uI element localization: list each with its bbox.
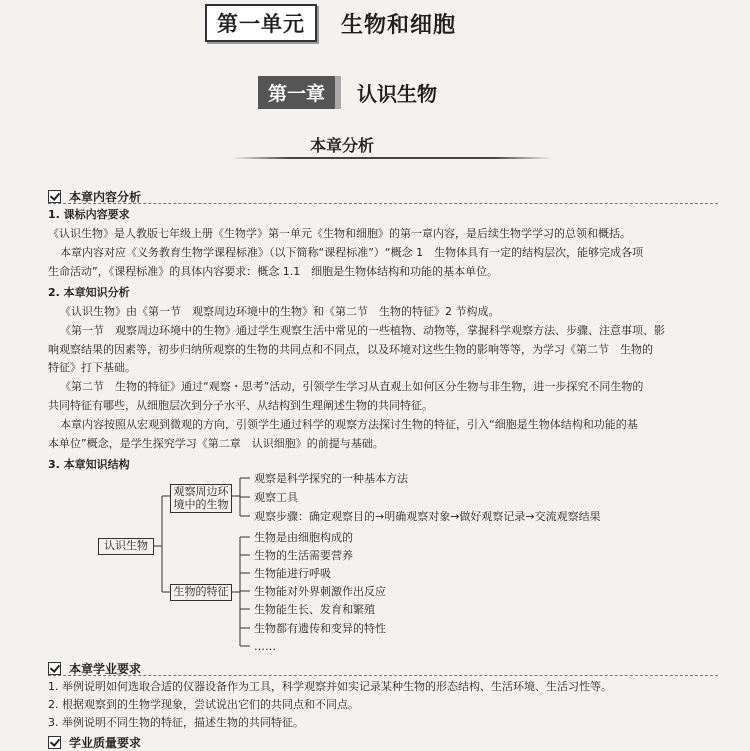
paragraph-4-line-1: 《第一节 观察周边环境中的生物》通过学生观察生活中常见的一些植物、动物等，掌握科学观察方法、步骤、注意事项、影 (60, 324, 665, 337)
section-quality-requirements-heading (48, 734, 141, 750)
chapter-label: 第一章 (258, 76, 341, 109)
unit-banner (205, 6, 535, 40)
section-content-analysis-heading (48, 188, 141, 204)
diagram-leaf: 观察是科学探究的一种基本方法 (254, 472, 408, 485)
diagram-leaf: …… (254, 640, 276, 653)
paragraph-5-line-2: 共同特征有哪些，从细胞层次到分子水平、从结构到生理阐述生物的共同特征。 (48, 399, 433, 412)
checkbox-icon (48, 662, 61, 675)
section-academic-requirements-heading (48, 660, 141, 676)
paragraph-4-line-3: 特征》打下基础。 (48, 361, 136, 374)
diagram-branch-features-node: 生物的特征 (170, 584, 232, 601)
analysis-title: 本章分析 (310, 136, 375, 155)
paragraph-2-line-2: 生命活动”，《课程标准》的具体内容要求：概念 1.1 细胞是生物体结构和功能的基本单位。 (48, 265, 499, 278)
analysis-divider (232, 157, 552, 159)
unit-title: 生物和细胞 (341, 12, 457, 38)
branch-label-line-1: 观察周边环 (173, 485, 229, 498)
diagram-leaf: 生物的生活需要营养 (254, 549, 353, 562)
sub-heading-3: 3. 本章知识结构 (48, 458, 130, 471)
requirement-item-3: 3. 举例说明不同生物的特征，描述生物的共同特征。 (48, 716, 304, 729)
section-divider (48, 675, 718, 677)
section-heading-text: 本章内容分析 (69, 189, 142, 204)
paragraph-3: 《认识生物》由《第一节 观察周边环境中的生物》和《第二节 生物的特征》2 节构成。 (60, 305, 500, 318)
diagram-leaf: 生物都有遗传和变异的特性 (254, 622, 386, 635)
diagram-leaf: 生物是由细胞构成的 (254, 531, 353, 544)
chapter-title: 认识生物 (357, 81, 438, 106)
diagram-leaf: 观察步骤：确定观察目的→明确观察对象→做好观察记录→交流观察结果 (254, 510, 601, 523)
chapter-heading (258, 76, 437, 108)
unit-label: 第一单元 (205, 4, 317, 42)
diagram-leaf: 生物能进行呼吸 (254, 567, 331, 580)
paragraph-1: 《认识生物》是人教版七年级上册《生物学》第一单元《生物和细胞》的第一章内容，是后续生物学学习的总领和概括。 (48, 227, 631, 240)
requirement-item-2: 2. 根据观察到的生物学现象，尝试说出它们的共同点和不同点。 (48, 698, 359, 711)
paragraph-4-line-2: 响观察结果的因素等，初步归纳所观察的生物的共同点和不同点，以及环境对这些生物的影响等等，为学习《第二节 生物的 (48, 343, 653, 356)
diagram-leaf: 生物能生长、发育和繁殖 (254, 603, 375, 616)
section-heading-text: 本章学业要求 (69, 661, 142, 676)
paragraph-2-line-1: 本章内容对应《义务教育生物学课程标准》（以下简称“课程标准”）“概念 1 生物体具有一定的结构层次，能够完成各项 (60, 246, 644, 259)
section-divider (48, 203, 718, 205)
paragraph-6-line-2: 本单位”概念，是学生探究学习《第二章 认识细胞》的前提与基础。 (48, 437, 384, 450)
diagram-leaf: 观察工具 (254, 491, 298, 504)
paragraph-5-line-1: 《第二节 生物的特征》通过“观察・思考”活动，引领学生学习从直观上如何区分生物与非生物，进一步探究不同生物的 (60, 380, 644, 393)
section-heading-text: 学业质量要求 (69, 735, 142, 750)
checkbox-icon (48, 736, 61, 749)
diagram-branch-observe-node (170, 484, 232, 513)
sub-heading-1: 1. 课标内容要求 (48, 208, 130, 221)
diagram-root-node: 认识生物 (98, 538, 154, 555)
requirement-item-1: 1. 举例说明如何选取合适的仪器设备作为工具，科学观察并如实记录某种生物的形态结构、生活环境、生活习性等。 (48, 680, 612, 693)
branch-label-line-2: 境中的生物 (173, 498, 229, 511)
paragraph-6-line-1: 本章内容按照从宏观到微观的方向，引领学生通过科学的观察方法探讨生物的特征，引入“细胞是生物体结构和功能的基 (60, 418, 638, 431)
checkbox-icon (48, 190, 61, 203)
sub-heading-2: 2. 本章知识分析 (48, 286, 130, 299)
diagram-leaf: 生物能对外界刺激作出反应 (254, 585, 386, 598)
